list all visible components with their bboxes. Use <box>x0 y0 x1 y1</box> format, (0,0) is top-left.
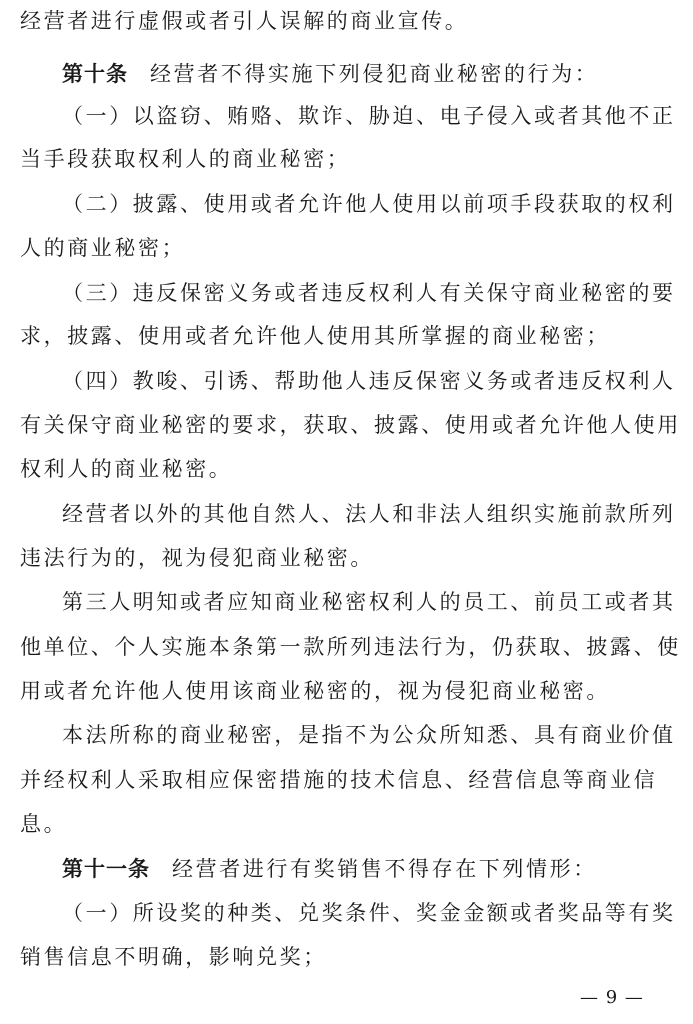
text-line: （一）所设奖的种类、兑奖条件、奖金金额或者奖品等有奖 <box>62 901 676 925</box>
text-line: 用或者允许他人使用该商业秘密的，视为侵犯商业秘密。 <box>20 679 610 703</box>
text-line: （四）教唆、引诱、帮助他人违反保密义务或者违反权利人 <box>62 369 676 393</box>
article-10-heading: 第十条 <box>62 62 128 86</box>
article-11-text: 经营者进行有奖销售不得存在下列情形： <box>172 857 597 881</box>
text-line: 经营者进行虚假或者引人误解的商业宣传。 <box>20 9 469 33</box>
text-line: 并经权利人采取相应保密措施的技术信息、经营信息等商业信 <box>20 768 658 792</box>
article-10-text: 经营者不得实施下列侵犯商业秘密的行为： <box>150 62 599 86</box>
text-line: 求，披露、使用或者允许他人使用其所掌握的商业秘密； <box>20 324 610 348</box>
article-11-heading: 第十一条 <box>62 857 150 881</box>
text-line: 息。 <box>20 812 68 836</box>
text-line: 当手段获取权利人的商业秘密； <box>20 147 351 171</box>
article-11-line <box>62 849 680 889</box>
text-line: 他单位、个人实施本条第一款所列违法行为，仍获取、披露、使 <box>20 635 681 659</box>
text-line: 经营者以外的其他自然人、法人和非法人组织实施前款所列 <box>62 502 676 526</box>
text-line: 有关保守商业秘密的要求，获取、披露、使用或者允许他人使用 <box>20 413 681 437</box>
text-line: （二）披露、使用或者允许他人使用以前项手段获取的权利 <box>62 192 676 216</box>
text-line: 销售信息不明确，影响兑奖； <box>20 945 327 969</box>
text-line: （一）以盗窃、贿赂、欺诈、胁迫、电子侵入或者其他不正 <box>62 104 676 128</box>
text-line: 违法行为的，视为侵犯商业秘密。 <box>20 546 374 570</box>
text-line: 第三人明知或者应知商业秘密权利人的员工、前员工或者其 <box>62 590 676 614</box>
text-line: 人的商业秘密； <box>20 236 186 260</box>
article-10-line <box>62 54 680 94</box>
page-number: — 9 — <box>580 987 644 1008</box>
text-line: 本法所称的商业秘密，是指不为公众所知悉、具有商业价值 <box>62 723 676 747</box>
text-line: （三）违反保密义务或者违反权利人有关保守商业秘密的要 <box>62 281 676 305</box>
text-line: 权利人的商业秘密。 <box>20 457 233 481</box>
